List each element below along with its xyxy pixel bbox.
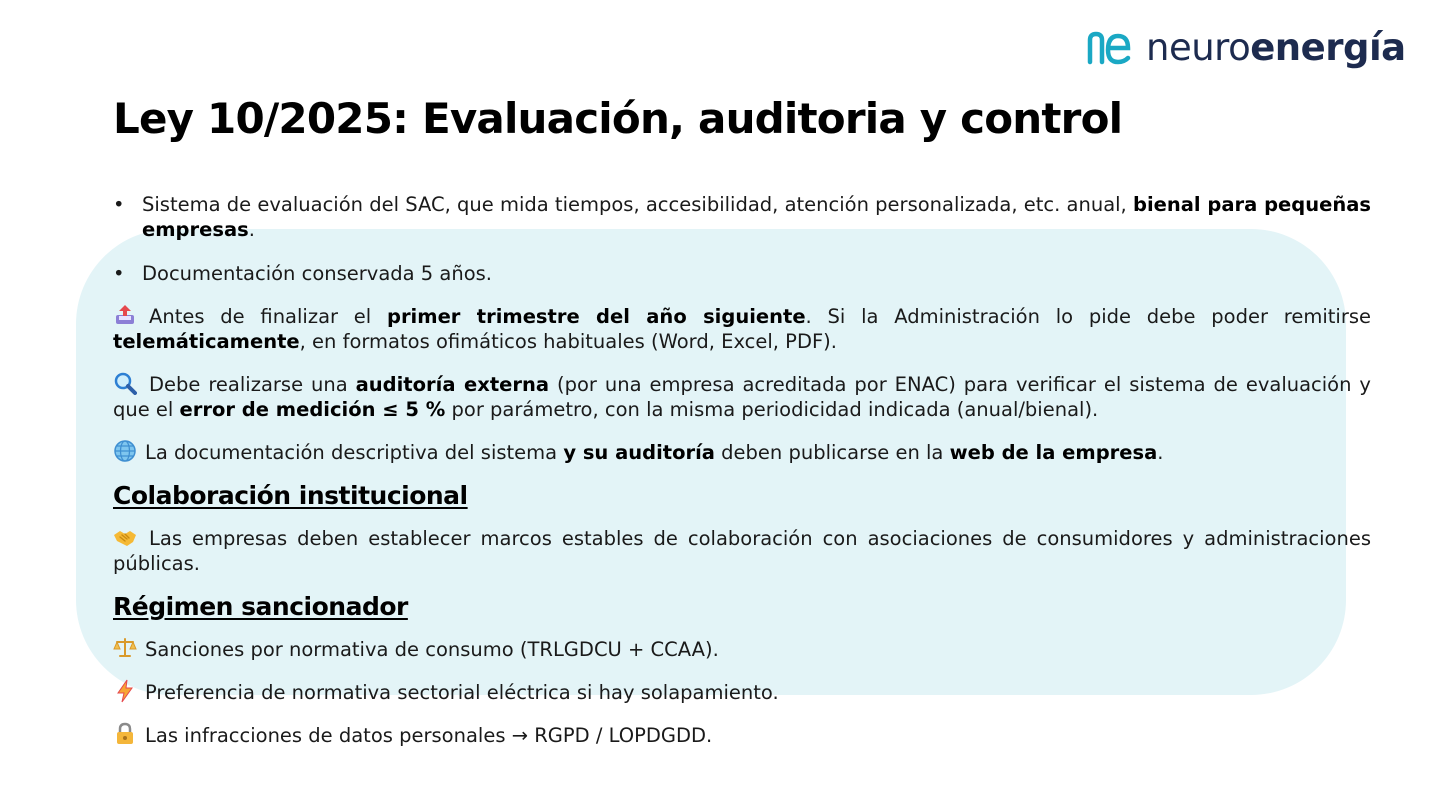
text-run: , en formatos ofimáticos habituales (Word, Excel, PDF). <box>299 330 837 353</box>
bullet-text: Documentación conservada 5 años. <box>142 262 493 285</box>
bullet-item <box>113 192 1371 242</box>
text-run: Antes de finalizar el <box>149 305 387 328</box>
globe-icon <box>113 439 141 463</box>
text-run: Sistema de evaluación del SAC, que mida tiempos, accesibilidad, atención personalizada, etc. anual, <box>142 193 1133 216</box>
text-run: Las empresas deben establecer marcos estables de colaboración con asociaciones de consumidores y administraciones públicas. <box>113 527 1371 575</box>
text-run: Sanciones por normativa de consumo (TRLGDCU + CCAA). <box>145 638 719 661</box>
text-run: deben publicarse en la <box>714 441 950 464</box>
text-run: Preferencia de normativa sectorial eléctrica si hay solapamiento. <box>145 681 779 704</box>
bold-run: auditoría externa <box>355 373 550 396</box>
lightning-icon <box>113 679 141 703</box>
paragraph-publish <box>113 439 1371 465</box>
bold-run: telemáticamente <box>113 330 300 353</box>
balance-scale-icon <box>113 636 141 660</box>
bullet-text <box>142 192 1371 242</box>
text-run: Debe realizarse una <box>149 373 356 396</box>
brand-logo <box>1086 26 1406 70</box>
text-run: (por una empresa acreditada por ENAC) para verificar el sistema de evaluación y que el <box>113 373 1371 421</box>
text-run: Las infracciones de datos personales → RGPD / LOPDGDD. <box>145 724 713 747</box>
text-run: . Si la Administración lo pide debe poder remitirse <box>805 305 1371 328</box>
bullet-marker: • <box>113 193 125 216</box>
magnifying-glass-icon <box>113 371 141 395</box>
bold-run: web de la empresa <box>949 441 1158 464</box>
outbox-tray-icon <box>113 303 141 327</box>
text-run: . <box>248 218 255 241</box>
bold-run: error de medición ≤ 5 % <box>179 398 446 421</box>
page-title: Ley 10/2025: Evaluación, auditoria y control <box>113 94 1123 143</box>
sanction-item <box>113 722 1371 748</box>
section-heading-collaboration: Colaboración institucional <box>113 481 468 510</box>
logo-wordmark <box>1146 28 1406 68</box>
paragraph-deadline <box>113 303 1371 354</box>
logo-mark-icon <box>1086 28 1132 68</box>
bold-run: y su auditoría <box>563 441 715 464</box>
bold-run: bienal para pequeñas empresas <box>142 193 1371 241</box>
locked-icon <box>113 722 141 746</box>
handshake-icon <box>113 525 141 549</box>
logo-text-light: neuro <box>1146 26 1251 69</box>
text-run: por parámetro, con la misma periodicidad indicada (anual/bienal). <box>445 398 1099 421</box>
paragraph-audit <box>113 371 1371 422</box>
bullet-marker: • <box>113 262 125 285</box>
section-heading-sanctions: Régimen sancionador <box>113 592 408 621</box>
slide-content <box>113 192 1371 765</box>
bullet-item <box>113 261 1371 286</box>
sanction-item <box>113 679 1371 705</box>
text-run: La documentación descriptiva del sistema <box>145 441 564 464</box>
logo-text-bold: energía <box>1250 26 1406 69</box>
bold-run: primer trimestre del año siguiente <box>386 305 806 328</box>
sanction-item <box>113 636 1371 662</box>
paragraph-collaboration <box>113 525 1371 576</box>
text-run: . <box>1157 441 1164 464</box>
